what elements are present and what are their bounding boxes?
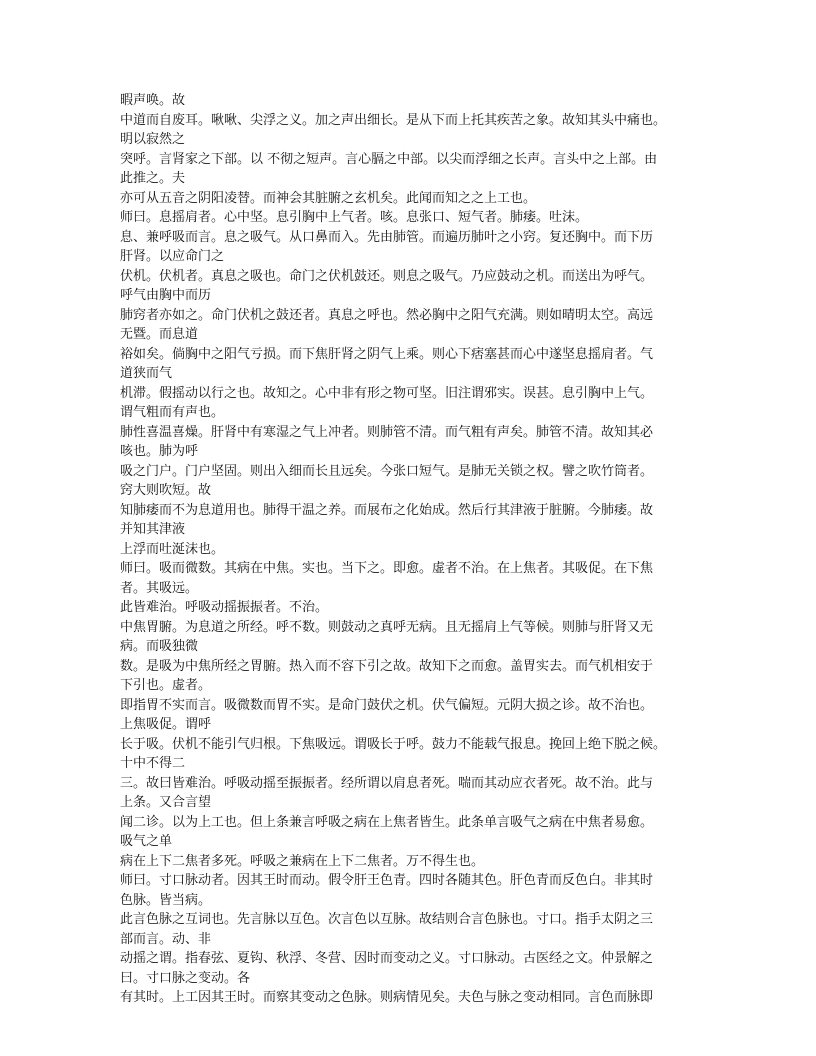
text-line: 师曰。吸而微数。其病在中焦。实也。当下之。即愈。虚者不治。在上焦者。其吸促。在下焦 — [120, 561, 654, 576]
text-line: 呼气由胸中而历 — [120, 288, 212, 303]
text-line: 曰。寸口脉之变动。各 — [120, 970, 251, 986]
document-page — [120, 91, 698, 1008]
text-line: 肝肾。以应命门之 — [120, 249, 225, 264]
text-line: 道狭而气 — [120, 366, 173, 381]
text-line: 亦可从五音之阴阳凌替。而神会其脏腑之玄机矣。此闻而知之之上工也。 — [120, 190, 537, 206]
text-line: 肺性喜温喜燥。肝肾中有寒湿之气上冲者。则肺管不清。而气粗有声矣。肺管不清。故知其必 — [120, 424, 654, 440]
text-line: 下引也。虚者。 — [120, 678, 212, 693]
text-line: 师曰。息摇肩者。心中坚。息引胸中上气者。咳。息张口、短气者。肺痿。吐沫。 — [120, 210, 589, 225]
text-line: 机滞。假摇动以行之也。故知之。心中非有形之物可坚。旧注谓邪实。误甚。息引胸中上气。 — [120, 385, 654, 401]
text-line: 上焦吸促。谓呼 — [120, 717, 212, 732]
text-line: 十中不得二 — [120, 756, 186, 771]
text-line: 吸之门户。门户坚固。则出入细而长且远矣。今张口短气。是肺无关锁之权。譬之吹竹筒者。 — [120, 463, 654, 479]
text-line: 伏机。伏机者。真息之吸也。命门之伏机鼓还。则息之吸气。乃应鼓动之机。而送出为呼气。 — [120, 268, 654, 284]
text-line: 知肺痿而不为息道用也。肺得干温之养。而展布之化始成。然后行其津液于脏腑。今肺痿。故 — [120, 502, 654, 518]
text-line: 色脉。皆当病。 — [120, 892, 212, 908]
text-line: 数。是吸为中焦所经之胃腑。热入而不容下引之故。故知下之而愈。盖胃实去。而气机相安于 — [120, 658, 654, 674]
text-line: 咳也。肺为呼 — [120, 444, 199, 459]
text-line: 有其时。上工因其王时。而察其变动之色脉。则病情见矣。夫色与脉之变动相同。言色而脉即 — [120, 990, 654, 1005]
text-line: 暇声唤。故 — [120, 93, 186, 108]
text-line: 病在上下二焦者多死。呼吸之兼病在上下二焦者。万不得生也。 — [120, 853, 485, 869]
text-line: 无暨。而息道 — [120, 327, 199, 342]
text-line: 吸气之单 — [120, 834, 173, 849]
text-line: 病。而吸独微 — [120, 639, 199, 654]
text-line: 动摇之谓。指春弦、夏钩、秋浮、冬营、因时而变动之义。寸口脉动。古医经之文。仲景解之 — [120, 951, 654, 966]
text-line: 突呼。言肾家之下部。以 不彻之短声。言心膈之中部。以尖而浮细之长声。言头中之上部。由 — [120, 151, 658, 167]
text-line: 中道而自废耳。啾啾、尖浮之义。加之声出细长。是从下而上托其疾苦之象。故知其头中痛也。 — [120, 112, 667, 128]
text-line: 此皆难治。呼吸动摇振振者。不治。 — [120, 600, 329, 615]
text-line: 裕如矣。倘胸中之阳气亏损。而下焦肝肾之阴气上乘。则心下痞塞甚而心中遂坚息摇肩者。气 — [120, 346, 654, 362]
text-line: 中焦胃腑。为息道之所经。呼不数。则鼓动之真呼无病。且无摇肩上气等候。则肺与肝肾又无 — [120, 619, 654, 635]
text-line: 者。其吸远。 — [120, 580, 199, 596]
text-line: 闻二诊。以为上工也。但上条兼言呼吸之病在上焦者皆生。此条单言吸气之病在中焦者易愈。 — [120, 814, 654, 830]
text-line: 此言色脉之互词也。先言脉以互色。次言色以互脉。故结则合言色脉也。寸口。指手太阴之三 — [120, 912, 654, 927]
text-line: 师曰。寸口脉动者。因其王时而动。假令肝王色青。四时各随其色。肝色青而反色白。非其时 — [120, 873, 654, 888]
text-line: 肺窍者亦如之。命门伏机之鼓还者。真息之呼也。然必胸中之阳气充满。则如晴明太空。高远 — [120, 307, 654, 323]
text-line: 息、兼呼吸而言。息之吸气。从口鼻而入。先由肺管。而遍历肺叶之小窍。复还胸中。而下历 — [120, 229, 654, 245]
text-line: 上条。又合言望 — [120, 795, 212, 810]
text-line: 谓气粗而有声也。 — [120, 405, 225, 420]
text-line: 即指胃不实而言。吸微数而胃不实。是命门鼓伏之机。伏气偏短。元阴大损之诊。故不治也。 — [120, 697, 654, 713]
text-line: 明以寂然之 — [120, 132, 186, 147]
text-line: 上浮而吐涎沫也。 — [120, 541, 225, 557]
text-line: 并知其津液 — [120, 522, 186, 537]
text-line: 部而言。动、非 — [120, 931, 212, 947]
text-line: 长于吸。伏机不能引气归根。下焦吸远。谓吸长于呼。鼓力不能载气报息。挽回上绝下脱之候。 — [120, 736, 667, 752]
text-line: 窍大则吹短。故 — [120, 483, 212, 498]
text-line: 此推之。夫 — [120, 171, 186, 186]
text-line: 三。故曰皆难治。呼吸动摇至振振者。经所谓以肩息者死。喘而其动应衣者死。故不治。此与 — [120, 775, 654, 791]
